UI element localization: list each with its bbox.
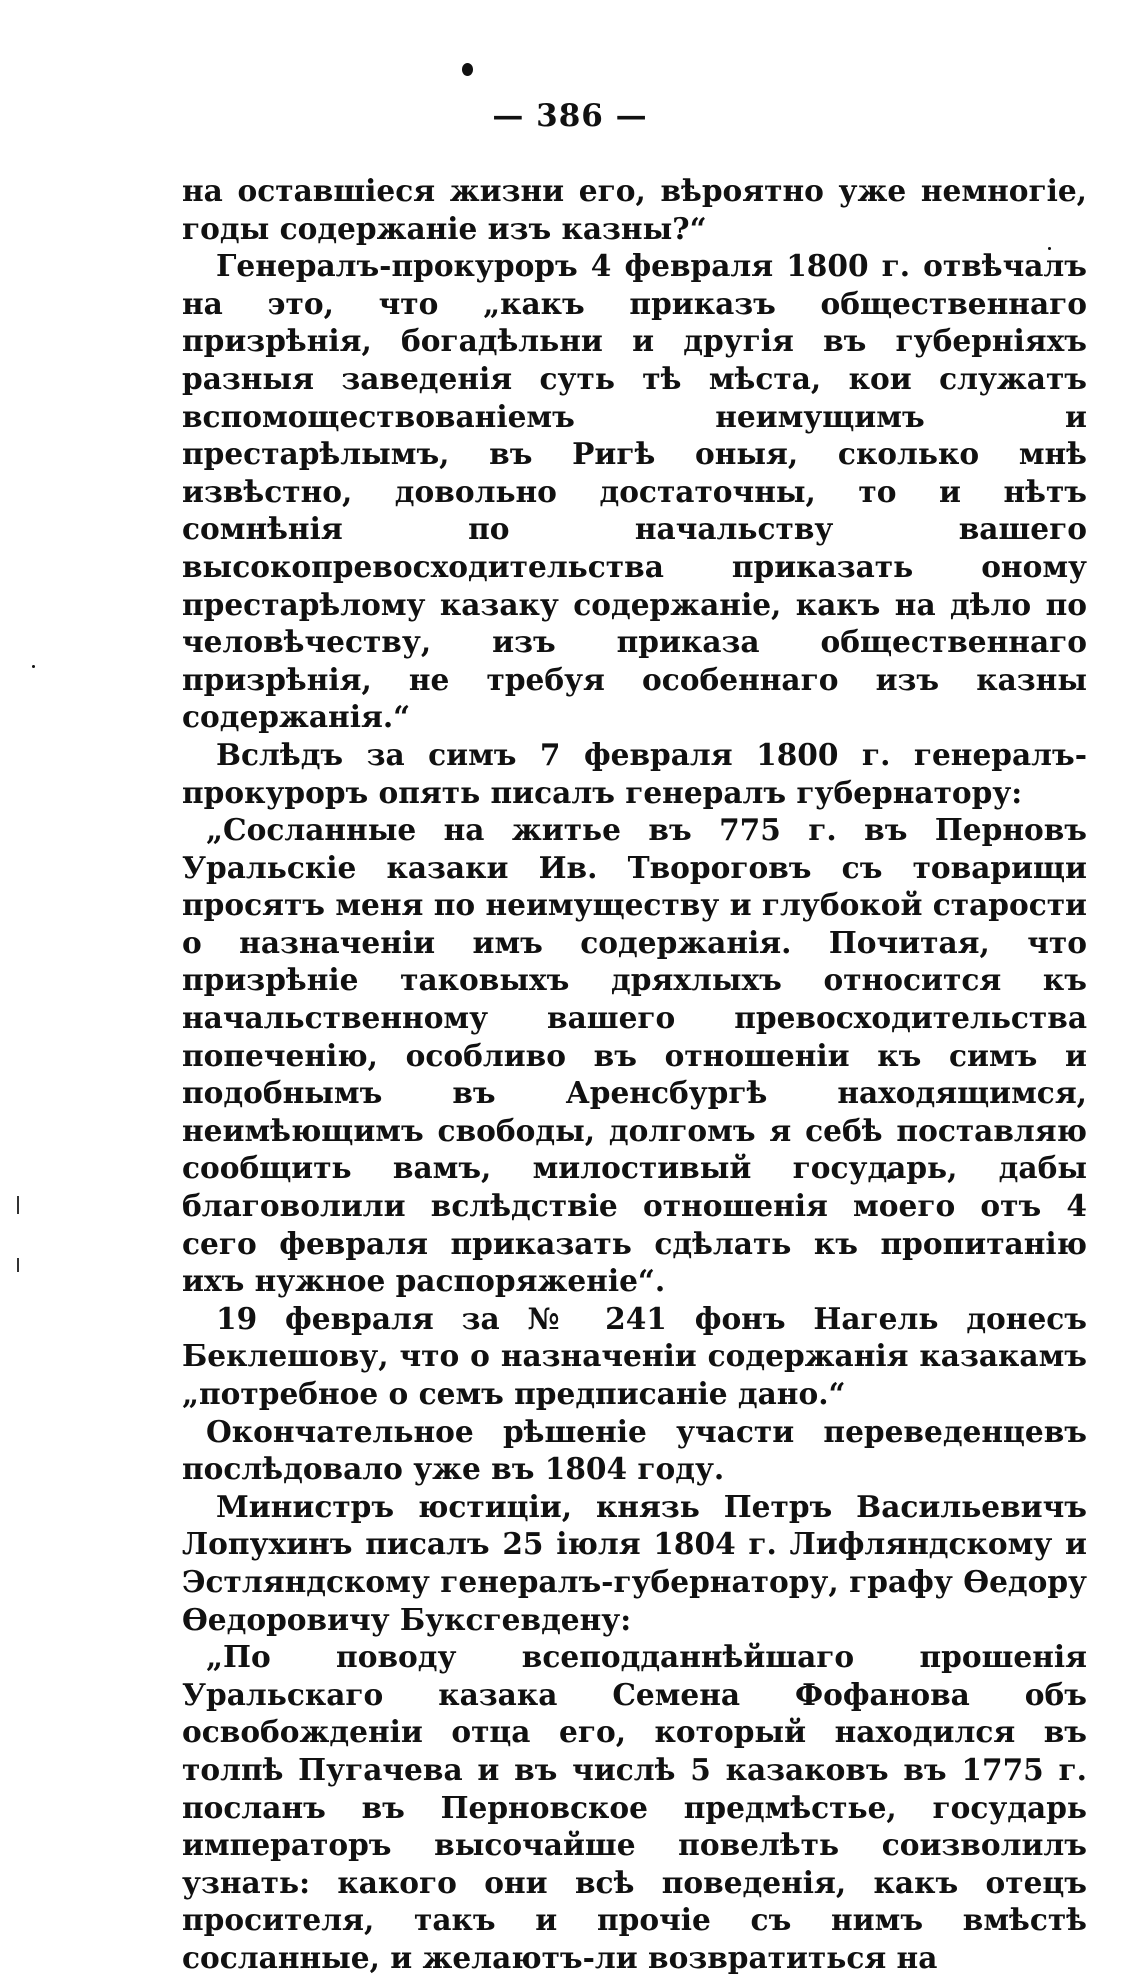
- paragraph: Вслѣдъ за симъ 7 февраля 1800 г. генералъ-прокуроръ опять писалъ генералъ губернатору:: [182, 736, 1087, 810]
- ink-speck: [462, 63, 473, 76]
- page-number: — 386 —: [492, 98, 648, 134]
- paragraph: Генералъ-прокуроръ 4 февраля 1800 г. отвѣчалъ на это, что „какъ приказъ общественнаго призрѣнія, богадѣльни и другія въ губерніяхъ разныя заведенія суть тѣ мѣста, кои служатъ вспомоществованіемъ неимущимъ и престарѣлымъ, въ Ригѣ оныя, сколько мнѣ извѣстно, довольно достаточны, то и нѣтъ сомнѣнія по начальству вашего высокопревосходительства приказать оному престарѣлому казаку содержаніе, какъ на дѣло по человѣчеству, изъ приказа общественнаго призрѣнія, не требуя особеннаго изъ казны содержанія.“: [182, 248, 1087, 735]
- paragraph: Министръ юстиціи, князь Петръ Васильевичъ Лопухинъ писалъ 25 іюля 1804 г. Лифляндскому и Эстляндскому генералъ-губернатору, графу Ѳедору Ѳедоровичу Буксгевдену:: [182, 1488, 1087, 1637]
- body-text: [182, 172, 1087, 1977]
- edge-mark: [17, 1196, 19, 1214]
- paragraph: „Сосланные на житье въ 775 г. въ Перновъ Уральскіе казаки Ив. Твороговъ съ товарищи просятъ меня по неимуществу и глубокой старости о назначеніи имъ содержанія. Почитая, что призрѣніе таковыхъ дряхлыхъ относится къ начальственному вашего превосходительства попеченію, особливо въ отношеніи къ симъ и подобнымъ въ Аренсбургѣ находящимся, неимѣющимъ свободы, долгомъ я себѣ поставляю сообщить вамъ, милостивый государь, дабы благоволили вслѣдствіе отношенія моего отъ 4 сего февраля приказать сдѣлать къ пропитанію ихъ нужное распоряженіе“.: [182, 812, 1087, 1299]
- paragraph: „По поводу всеподданнѣйшаго прошенія Уральскаго казака Семена Фофанова объ освобожденіи отца его, который находился въ толпѣ Пугачева и въ числѣ 5 казаковъ въ 1775 г. посланъ въ Перновское предмѣстье, государь императоръ высочайше повелѣть соизволилъ узнать: какого они всѣ поведенія, какъ отецъ просителя, такъ и прочіе съ нимъ вмѣстѣ сосланные, и желаютъ-ли возвратиться на: [182, 1639, 1087, 1975]
- edge-mark: [17, 1258, 19, 1272]
- ink-speck: [32, 665, 35, 668]
- paragraph: 19 февраля за № 241 фонъ Нагель донесъ Беклешову, что о назначеніи содержанія казакамъ „потребное о семъ предписаніе дано.“: [182, 1300, 1087, 1411]
- paragraph: на оставшіеся жизни его, вѣроятно уже немногіе, годы содержаніе изъ казны?“: [182, 173, 1087, 246]
- paragraph: Окончательное рѣшеніе участи переведенцевъ послѣдовало уже въ 1804 году.: [182, 1413, 1087, 1487]
